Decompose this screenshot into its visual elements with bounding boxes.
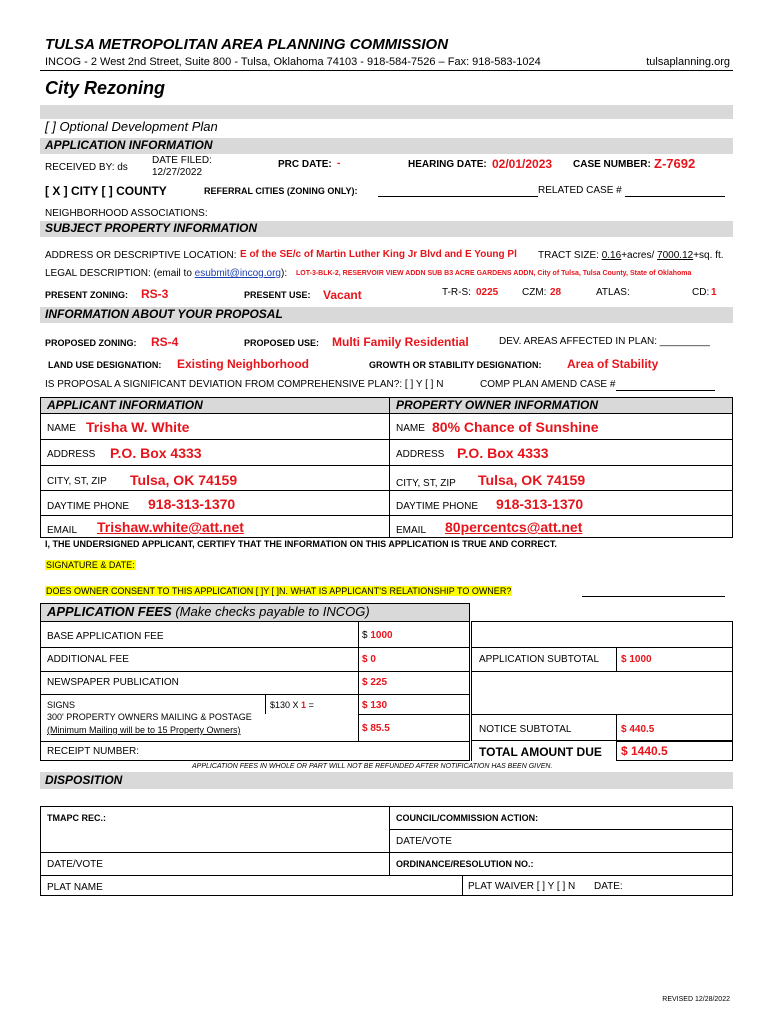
revised-date: REVISED 12/28/2022 [662, 996, 730, 1003]
date-filed-label: DATE FILED: [152, 155, 212, 166]
plat-name-label: PLAT NAME [47, 882, 103, 893]
present-zoning-value: RS-3 [141, 287, 169, 301]
address-location-value: E of the SE/c of Martin Luther King Jr Blvd and E Young Pl [240, 249, 517, 260]
refund-note: APPLICATION FEES IN WHOLE OR PART WILL NOT BE REFUNDED AFTER NOTIFICATION HAS BEEN GIVEN. [192, 763, 553, 770]
subtotal-row-divider [471, 714, 733, 715]
related-case-label: RELATED CASE # [538, 185, 622, 196]
property-section-title: SUBJECT PROPERTY INFORMATION [45, 221, 258, 235]
proposed-zoning-value: RS-4 [151, 335, 179, 349]
applicant-address-value[interactable]: P.O. Box 4333 [110, 445, 202, 461]
owner-name-label: NAME [396, 423, 425, 434]
related-case-field[interactable] [625, 196, 725, 197]
case-number-label: CASE NUMBER: [573, 159, 651, 170]
council-date-vote-label: DATE/VOTE [396, 836, 452, 847]
atlas-label: ATLAS: [596, 287, 630, 298]
fees-row-divider [40, 741, 470, 742]
row-divider [40, 465, 733, 466]
total-top-line [616, 741, 733, 742]
base-fee-value: $ 1000 [362, 630, 393, 641]
owner-phone-label: DAYTIME PHONE [396, 501, 479, 512]
present-zoning-label: PRESENT ZONING: [45, 290, 129, 300]
referral-cities-field[interactable] [378, 196, 538, 197]
legal-email-link[interactable]: esubmit@incog.org [194, 268, 281, 279]
dev-areas-label: DEV. AREAS AFFECTED IN PLAN: _________ [499, 336, 710, 347]
signs-equals: = [308, 700, 314, 710]
proposed-use-label: PROPOSED USE: [244, 338, 320, 348]
row-divider [40, 515, 733, 516]
subtotal-row-divider [471, 647, 733, 648]
growth-value: Area of Stability [567, 357, 659, 371]
applicant-email-value[interactable]: Trishaw.white@att.net [97, 519, 244, 535]
disposition-row-divider [40, 852, 733, 853]
row-divider [40, 439, 733, 440]
plat-date-label: DATE: [594, 881, 623, 892]
legal-label: LEGAL DESCRIPTION: (email to [45, 268, 192, 279]
owner-name-value[interactable]: 80% Chance of Sunshine [432, 419, 599, 435]
application-section-title: APPLICATION INFORMATION [45, 138, 213, 152]
prc-date-label: PRC DATE: [278, 159, 332, 170]
present-use-label: PRESENT USE: [244, 290, 311, 300]
total-due-label: TOTAL AMOUNT DUE [479, 745, 602, 759]
fees-row-divider [40, 694, 470, 695]
cd-label: CD: [692, 287, 710, 298]
comp-plan-label: COMP PLAN AMEND CASE # [480, 379, 616, 390]
applicant-section-title: APPLICANT INFORMATION [47, 398, 203, 412]
website-link[interactable]: tulsaplanning.org [646, 56, 730, 68]
receipt-number-label: RECEIPT NUMBER: [47, 746, 140, 757]
city-county-select[interactable]: [ X ] CITY [ ] COUNTY [45, 184, 167, 198]
fees-title-note: (Make checks payable to INCOG) [175, 604, 370, 619]
additional-fee-label: ADDITIONAL FEE [47, 654, 129, 665]
applicant-name-label: NAME [47, 423, 76, 434]
org-address: INCOG - 2 West 2nd Street, Suite 800 - Tulsa, Oklahoma 74103 - 918-584-7526 – Fax: 918-583-1024 [45, 56, 541, 68]
trs-value: 0225 [476, 287, 499, 298]
applicant-name-value[interactable]: Trisha W. White [86, 419, 190, 435]
fees-row-divider [40, 647, 470, 648]
subtotal-col-divider [616, 714, 617, 761]
total-due-value: $ 1440.5 [621, 744, 668, 758]
signs-value: $ 130 [362, 700, 388, 711]
sqft-label: +sq. ft. [693, 250, 724, 261]
notice-subtotal-label: NOTICE SUBTOTAL [479, 724, 572, 735]
applicant-email-label: EMAIL [47, 525, 78, 536]
application-subtotal-label: APPLICATION SUBTOTAL [479, 654, 600, 665]
applicant-phone-value[interactable]: 918-313-1370 [148, 496, 236, 512]
newspaper-label: NEWSPAPER PUBLICATION [47, 677, 179, 688]
disposition-band [40, 772, 733, 789]
signs-count: 1 [301, 700, 307, 710]
fees-row-divider [40, 671, 470, 672]
trs-label: T-R-S: [442, 287, 471, 298]
owner-address-label: ADDRESS [396, 449, 445, 460]
newspaper-value: $ 225 [362, 677, 388, 688]
applicant-phone-label: DAYTIME PHONE [47, 501, 130, 512]
land-use-label: LAND USE DESIGNATION: [48, 360, 162, 370]
plat-waiver-select[interactable]: PLAT WAIVER [ ] Y [ ] N [468, 881, 576, 892]
tmapc-date-vote-label: DATE/VOTE [47, 859, 103, 870]
relationship-field[interactable] [582, 596, 725, 597]
owner-city-value[interactable]: Tulsa, OK 74159 [478, 472, 586, 488]
tmapc-rec-label: TMAPC REC.: [47, 813, 106, 823]
case-number-value: Z-7692 [654, 156, 696, 171]
growth-label: GROWTH OR STABILITY DESIGNATION: [369, 360, 542, 370]
owner-address-value[interactable]: P.O. Box 4333 [457, 445, 549, 461]
signs-calc [270, 700, 314, 710]
disposition-row-divider [40, 875, 733, 876]
signature-label[interactable]: SIGNATURE & DATE: [46, 560, 135, 570]
neighborhood-label: NEIGHBORHOOD ASSOCIATIONS: [45, 208, 208, 219]
proposal-section-title: INFORMATION ABOUT YOUR PROPOSAL [45, 307, 283, 321]
disposition-row-divider [389, 829, 733, 830]
tract-size [538, 250, 724, 261]
owner-city-label: CITY, ST, ZIP [396, 478, 456, 489]
org-title: TULSA METROPOLITAN AREA PLANNING COMMISSION [45, 36, 449, 53]
mailing-note: (Minimum Mailing will be to 15 Property Owners) [47, 725, 241, 735]
ordinance-label: ORDINANCE/RESOLUTION NO.: [396, 859, 534, 869]
referral-cities-label: REFERRAL CITIES (ZONING ONLY): [204, 186, 358, 196]
tract-acres: 0.16 [601, 250, 622, 261]
disposition-section-title: DISPOSITION [45, 773, 123, 787]
application-subtotal-value: $ 1000 [621, 654, 652, 665]
present-use-value: Vacant [323, 288, 362, 302]
fees-col-divider [358, 621, 359, 741]
owner-email-label: EMAIL [396, 525, 427, 536]
address-location-label: ADDRESS OR DESCRIPTIVE LOCATION: [45, 250, 237, 261]
disposition-col-divider [389, 806, 390, 876]
row-divider [40, 490, 733, 491]
cd-value: 1 [711, 287, 717, 298]
legal-close: ): [280, 268, 288, 279]
hearing-date-value: 02/01/2023 [492, 157, 553, 171]
plat-col-divider [462, 875, 463, 896]
deviation-question[interactable]: IS PROPOSAL A SIGNIFICANT DEVIATION FROM COMPREHENSIVE PLAN?: [ ] Y [ ] N [45, 379, 444, 390]
subtotal-row-divider [471, 671, 733, 672]
legal-description [45, 268, 287, 279]
proposed-use-value: Multi Family Residential [332, 335, 469, 349]
tract-size-label: TRACT SIZE: [538, 250, 599, 261]
notice-subtotal-value: $ 440.5 [621, 724, 655, 735]
date-filed-value: 12/27/2022 [152, 167, 203, 178]
land-use-value: Existing Neighborhood [177, 357, 309, 371]
disposition-box [40, 806, 733, 896]
tract-sqft: 7000.12 [657, 250, 694, 261]
mailing-value: $ 85.5 [362, 723, 390, 734]
owner-email-value[interactable]: 80percentcs@att.net [445, 519, 583, 535]
acres-label: +acres/ [621, 250, 655, 261]
applicant-address-label: ADDRESS [47, 449, 96, 460]
additional-fee-value: $ 0 [362, 654, 376, 665]
owner-section-title: PROPERTY OWNER INFORMATION [396, 398, 599, 412]
subtotal-col-divider [471, 741, 472, 761]
subtotal-col-divider [616, 647, 617, 671]
czm-label: CZM: [522, 287, 547, 298]
signs-label: SIGNS [47, 700, 76, 710]
subtotal-box [471, 621, 733, 741]
row-divider [40, 413, 733, 414]
fees-row-divider [40, 621, 470, 622]
certify-statement: I, THE UNDERSIGNED APPLICANT, CERTIFY THAT THE INFORMATION ON THIS APPLICATION IS TRUE AND CORRECT. [45, 539, 557, 549]
form-title: City Rezoning [45, 78, 165, 98]
odp-checkbox[interactable]: [ ] Optional Development Plan [45, 119, 218, 134]
czm-value: 28 [550, 287, 562, 298]
mailing-label: 300' PROPERTY OWNERS MAILING & POSTAGE [47, 712, 252, 722]
signs-col-divider [265, 694, 266, 714]
applicant-city-value[interactable]: Tulsa, OK 74159 [130, 472, 238, 488]
applicant-city-label: CITY, ST, ZIP [47, 476, 107, 487]
fees-title: APPLICATION FEES [47, 604, 172, 619]
hearing-date-label: HEARING DATE: [408, 159, 487, 170]
total-right-line [732, 741, 733, 761]
base-fee-label: BASE APPLICATION FEE [47, 631, 164, 642]
base-fee-amount: 1000 [370, 630, 393, 641]
header-rule [40, 70, 733, 71]
owner-phone-value[interactable]: 918-313-1370 [496, 496, 584, 512]
owner-consent-question[interactable]: DOES OWNER CONSENT TO THIS APPLICATION [ ]Y [ ]N. WHAT IS APPLICANT'S RELATIONSHIP TO OWNER? [46, 586, 512, 596]
proposed-zoning-label: PROPOSED ZONING: [45, 338, 137, 348]
legal-description-value: LOT-3-BLK-2, RESERVOIR VIEW ADDN SUB B3 ACRE GARDENS ADDN, City of Tulsa, Tulsa County, State of Oklahoma [296, 270, 692, 277]
comp-plan-field[interactable] [616, 390, 715, 391]
total-bottom-line [616, 760, 733, 761]
prc-date-value: - [337, 158, 341, 169]
signs-row-divider [358, 714, 470, 715]
council-action-label: COUNCIL/COMMISSION ACTION: [396, 813, 539, 823]
fees-section-title [47, 604, 370, 619]
title-band [40, 105, 733, 119]
received-by: RECEIVED BY: ds [45, 162, 128, 173]
signs-calc-text: $130 X [270, 700, 299, 710]
